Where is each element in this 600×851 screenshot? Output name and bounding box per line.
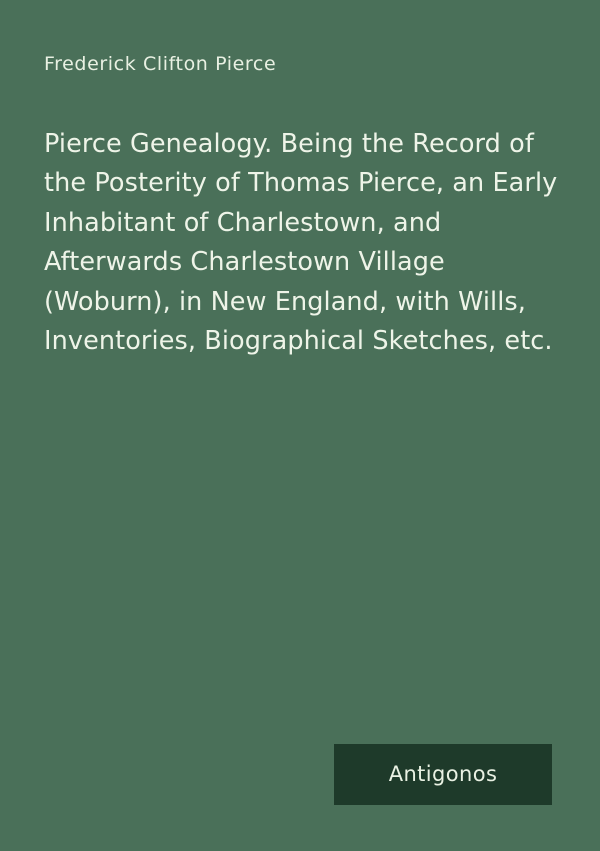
author-name: Frederick Clifton Pierce	[44, 53, 277, 75]
cover-spacer	[44, 362, 560, 744]
publisher-row	[44, 744, 560, 821]
book-title: Pierce Genealogy. Being the Record of the Posterity of Thomas Pierce, an Early Inhabitant of Charlestown, and Afterwards Charlestown Village (Woburn), in New England, with Wills, Inventories, Biographical Sketches, etc.	[44, 128, 558, 357]
publisher-badge: Antigonos	[334, 744, 552, 805]
